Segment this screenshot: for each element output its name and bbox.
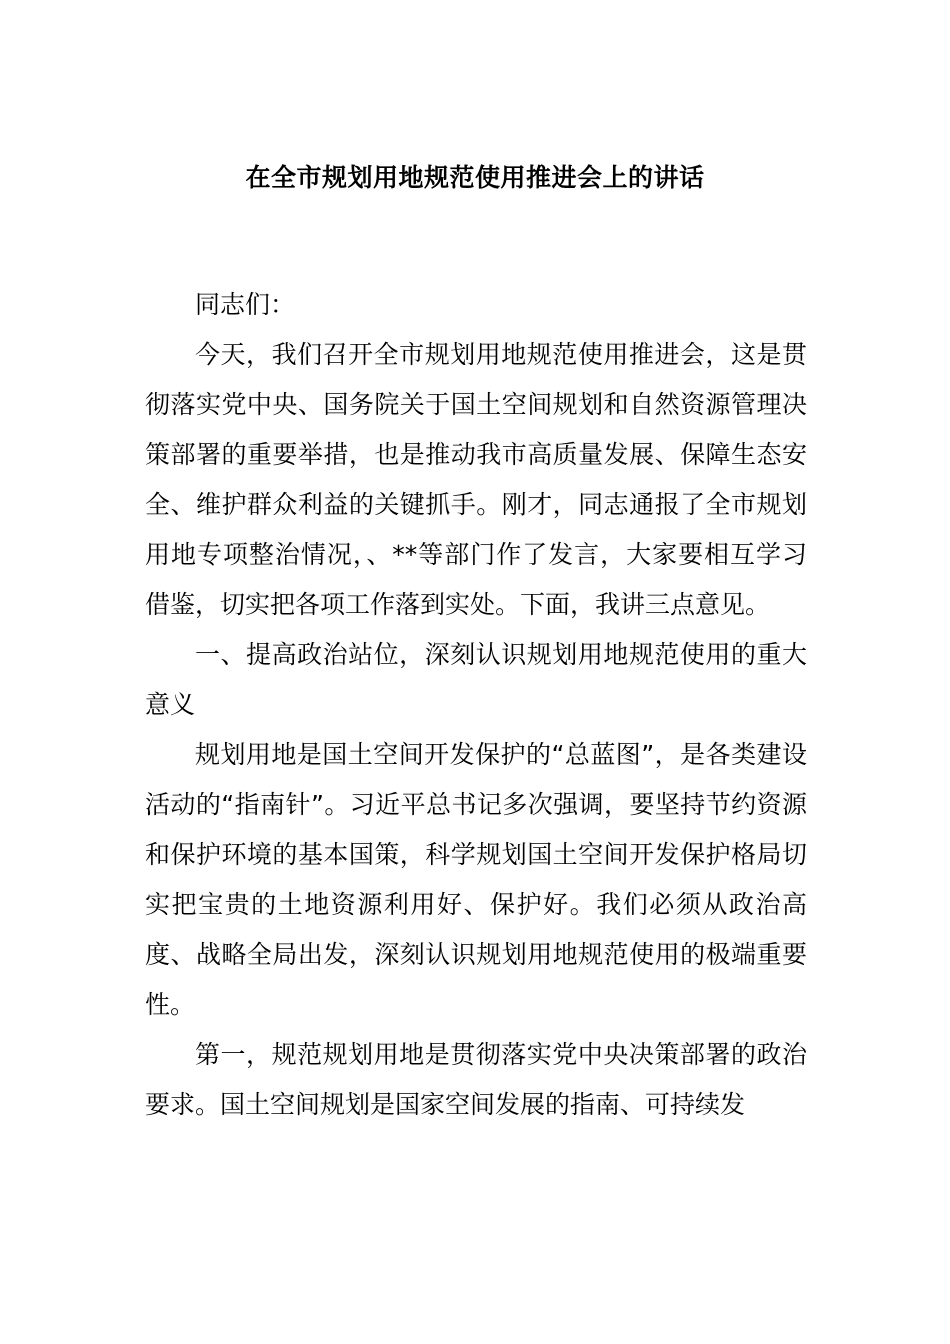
intro-paragraph: 今天，我们召开全市规划用地规范使用推进会，这是贯彻落实党中央、国务院关于国土空间规划和自然资源管理决策部署的重要举措，也是推动我市高质量发展、保障生态安全、维护群众利益的关键抓手。刚才，同志通报了全市规划用地专项整治情况，、**等部门作了发言，大家要相互学习借鉴，切实把各项工作落到实处。下面，我讲三点意见。 bbox=[145, 340, 807, 619]
salutation-paragraph: 同志们： bbox=[195, 290, 296, 319]
section-heading-1: 一、提高政治站位，深刻认识规划用地规范使用的重大意义 bbox=[145, 640, 807, 719]
body-paragraph: 第一，规范规划用地是贯彻落实党中央决策部署的政治要求。国土空间规划是国家空间发展的指南、可持续发 bbox=[145, 1040, 807, 1119]
body-paragraph: 规划用地是国土空间开发保护的“总蓝图”，是各类建设活动的“指南针”。习近平总书记多次强调，要坚持节约资源和保护环境的基本国策，科学规划国土空间开发保护格局切实把宝贵的土地资源利用好、保护好。我们必须从政治高度、战略全局出发，深刻认识规划用地规范使用的极端重要性。 bbox=[145, 740, 807, 1019]
document-title: 在全市规划用地规范使用推进会上的讲话 bbox=[245, 163, 705, 192]
document-body bbox=[145, 280, 807, 1130]
